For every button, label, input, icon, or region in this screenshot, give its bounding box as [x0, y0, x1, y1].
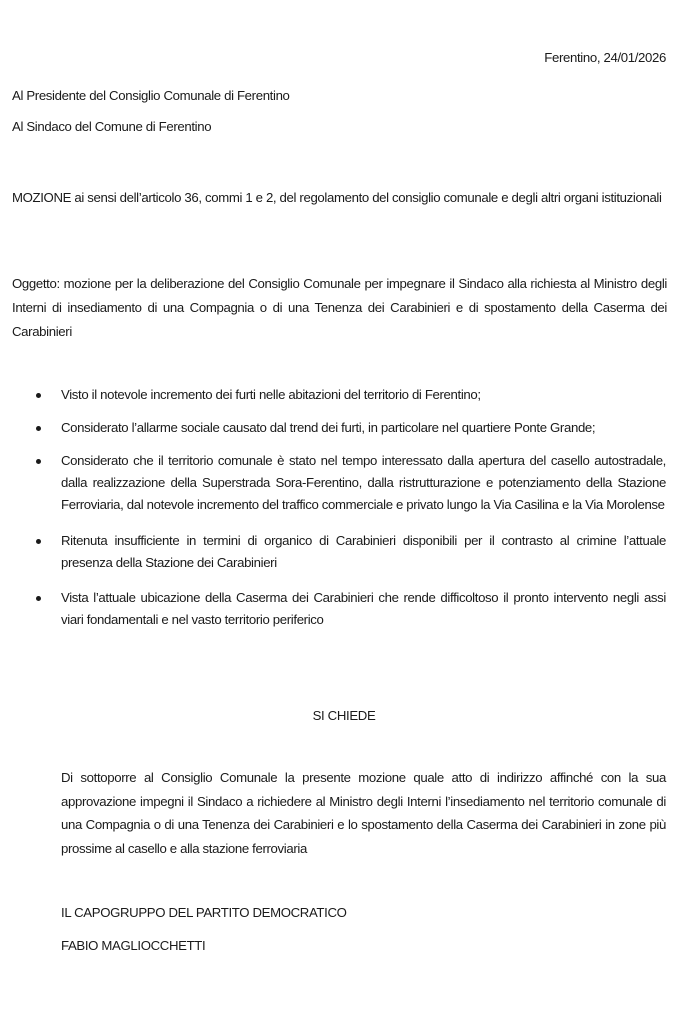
section-heading: SI CHIEDE	[312, 708, 376, 723]
bullet-icon	[36, 539, 41, 544]
premises-list	[30, 384, 666, 644]
signature-name: FABIO MAGLIOCCHETTI	[61, 938, 206, 953]
premise-text: Considerato l’allarme sociale causato dal trend dei furti, in particolare nel quartiere Ponte Grande;	[61, 420, 596, 435]
list-item	[30, 530, 666, 574]
list-item	[30, 384, 666, 406]
bullet-icon	[36, 596, 41, 601]
bullet-icon	[36, 426, 41, 431]
recipient-president: Al Presidente del Consiglio Comunale di Ferentino	[12, 88, 290, 103]
premise-text: Vista l’attuale ubicazione della Caserma dei Carabinieri che rende difficoltoso il pronto intervento negli assi viari fondamentali e nel vasto territorio periferico	[61, 590, 666, 627]
premise-text: Ritenuta insufficiente in termini di organico di Carabinieri disponibili per il contrasto al crimine l’attuale presenza della Stazione dei Carabinieri	[61, 533, 666, 570]
premise-text: Considerato che il territorio comunale è stato nel tempo interessato dalla apertura del casello autostradale, dalla realizzazione della Superstrada Sora-Ferentino, dalla ristrutturazione e potenziamento della Stazione Ferroviaria, dal notevole incremento del traffico commerciale e privato lungo la Via Casilina e la Via Morolense	[61, 453, 666, 512]
mozione-heading: MOZIONE ai sensi dell’articolo 36, commi 1 e 2, del regolamento del consiglio comunale e degli altri organi istituzionali	[12, 190, 662, 205]
signature-role: IL CAPOGRUPPO DEL PARTITO DEMOCRATICO	[61, 905, 347, 920]
list-item	[30, 450, 666, 516]
place-date: Ferentino, 24/01/2026	[544, 50, 666, 65]
list-item	[30, 587, 666, 631]
recipient-mayor: Al Sindaco del Comune di Ferentino	[12, 119, 212, 134]
list-item	[30, 417, 666, 439]
request-paragraph: Di sottoporre al Consiglio Comunale la presente mozione quale atto di indirizzo affinché con la sua approvazione impegni il Sindaco a richiedere al Ministro degli Interni l’insediamento nel territorio comunale di una Compagnia o di una Tenenza dei Carabinieri e lo spostamento della Caserma dei Carabinieri in zone più prossime al casello e alla stazione ferroviaria	[61, 770, 666, 856]
premise-text: Visto il notevole incremento dei furti nelle abitazioni del territorio di Ferentino;	[61, 387, 481, 402]
bullet-icon	[36, 459, 41, 464]
subject-paragraph: Oggetto: mozione per la deliberazione del Consiglio Comunale per impegnare il Sindaco alla richiesta al Ministro degli Interni di insediamento di una Compagnia o di una Tenenza dei Carabinieri e di spostamento della Caserma dei Carabinieri	[12, 276, 667, 339]
bullet-icon	[36, 393, 41, 398]
